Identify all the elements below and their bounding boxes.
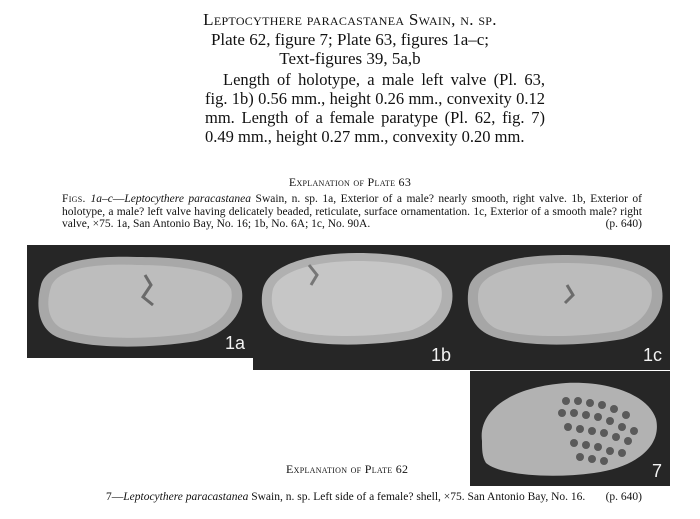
- caption-dash: —: [111, 491, 124, 503]
- figure-label-7: 7: [651, 461, 662, 481]
- ostracod-valve-1b-image: [253, 245, 459, 370]
- caption-body: Swain, n. sp. Left side of a female? shell, ×75. San Antonio Bay, No. 16.: [248, 491, 586, 503]
- photo-fig-7: [470, 371, 670, 486]
- fig-range: 1a–c: [90, 193, 113, 205]
- measurements-paragraph: Length of holotype, a male left valve (Pl. 63, fig. 1b) 0.56 mm., height 0.26 mm., convexity 0.12 mm. Length of a female paratype (Pl. 62, fig. 7) 0.49 mm., height 0.27 mm., convexity 0.20 mm.: [205, 70, 545, 146]
- plate62-caption: [106, 491, 642, 504]
- page-reference: (p. 640): [605, 491, 642, 503]
- caption-fig-number: 7: [106, 491, 112, 503]
- photo-fig-1c: [459, 245, 670, 370]
- plate63-heading: Explanation of Plate 63: [288, 175, 412, 189]
- figure-label-1b: 1b: [430, 345, 451, 365]
- plate62-heading: Explanation of Plate 62: [286, 462, 409, 476]
- plate-reference-line-2: Text-figures 39, 5a,b: [279, 49, 421, 68]
- page-reference: (p. 640): [605, 218, 642, 230]
- figure-label-1c: 1c: [642, 345, 662, 365]
- ostracod-valve-1a-image: [27, 245, 253, 358]
- species-title: Leptocythere paracastanea Swain, n. sp.: [203, 10, 497, 29]
- plate-reference-line-1: Plate 62, figure 7; Plate 63, figures 1a–c;: [210, 30, 490, 49]
- photo-fig-1b: [253, 245, 459, 370]
- ostracod-female-shell-image: [470, 371, 670, 486]
- figure-label-1a: 1a: [224, 333, 245, 353]
- figs-prefix: Figs.: [62, 193, 91, 205]
- ostracod-valve-1c-image: [459, 245, 670, 370]
- caption-species: Leptocythere paracastanea: [124, 193, 252, 205]
- caption-dash: —: [112, 193, 125, 205]
- caption-species: Leptocythere paracastanea: [123, 491, 249, 503]
- photo-fig-1a: [27, 245, 253, 358]
- caption-body: Swain, n. sp. 1a, Exterior of a male? nearly smooth, right valve. 1b, Exterior of holotype, a male? left valve having delicately beaded, reticulate, surface ornamentation. 1c, Exterior of a smooth male? right valve, ×75. 1a, San Antonio Bay, No. 16; 1b, No. 6A; 1c, No. 90A.: [62, 193, 643, 230]
- plate63-caption: [62, 193, 642, 231]
